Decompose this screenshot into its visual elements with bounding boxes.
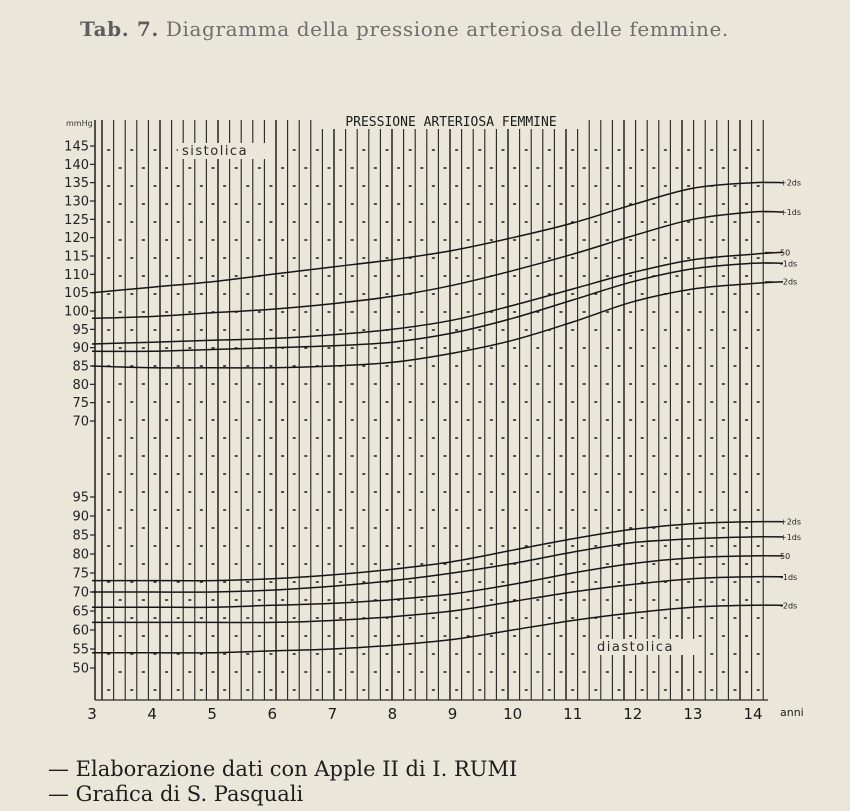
diastolic-y-tick-label: 50 bbox=[72, 661, 89, 677]
systolic-y-tick-label: 100 bbox=[64, 304, 89, 320]
systolic-y-tick-label: 125 bbox=[64, 212, 89, 228]
diastolic-y-tick-label: 60 bbox=[72, 623, 89, 639]
systolic-y-tick-label: 85 bbox=[72, 359, 89, 375]
diastolic-curve-0 bbox=[92, 522, 783, 581]
x-tick-label: 13 bbox=[683, 705, 703, 723]
y-axis-unit-label: mmHg bbox=[66, 119, 93, 128]
systolic-curve-3 bbox=[92, 263, 783, 352]
diastolic-y-tick-label: 70 bbox=[72, 585, 89, 601]
systolic-y-tick-label: 115 bbox=[64, 249, 89, 265]
diastolic-y-tick-label: 95 bbox=[72, 490, 89, 506]
systolic-series-label: -2ds bbox=[780, 277, 798, 287]
x-tick-label: 8 bbox=[387, 705, 398, 723]
diastolic-series-label: 50 bbox=[780, 551, 791, 561]
systolic-curve-4 bbox=[92, 282, 783, 368]
x-tick-label: 3 bbox=[87, 705, 97, 723]
x-tick-label: 11 bbox=[563, 705, 583, 723]
systolic-y-tick-label: 80 bbox=[72, 377, 89, 393]
x-tick-label: 5 bbox=[207, 705, 217, 723]
systolic-y-tick-label: 145 bbox=[64, 139, 89, 155]
diastolic-y-tick-label: 90 bbox=[72, 509, 89, 525]
systolic-y-tick-label: 110 bbox=[64, 267, 89, 283]
systolic-curve-0 bbox=[92, 182, 783, 292]
diastolic-y-tick-label: 65 bbox=[72, 604, 89, 620]
diastolic-y-tick-label: 80 bbox=[72, 547, 89, 563]
systolic-y-tick-label: 70 bbox=[72, 414, 89, 430]
systolic-y-tick-label: 95 bbox=[72, 322, 89, 338]
x-tick-label: 7 bbox=[327, 705, 338, 723]
x-tick-label: 9 bbox=[447, 705, 458, 723]
x-tick-label: 6 bbox=[267, 705, 278, 723]
x-axis-label: anni bbox=[780, 706, 804, 719]
credit-line-graphics: — Grafica di S. Pasquali bbox=[48, 782, 304, 806]
diastolic-series-label: -1ds bbox=[780, 572, 798, 582]
systolic-panel-label: sistolica bbox=[182, 144, 249, 159]
diastolic-series-label: +2ds bbox=[780, 517, 802, 527]
systolic-y-tick-label: 120 bbox=[64, 231, 89, 247]
x-tick-label: 14 bbox=[743, 705, 763, 723]
systolic-y-tick-label: 130 bbox=[64, 194, 89, 210]
systolic-curve-2 bbox=[92, 252, 783, 344]
caption-table-number: Tab. 7. bbox=[80, 17, 159, 41]
systolic-y-tick-label: 105 bbox=[64, 286, 89, 302]
systolic-series-label: +2ds bbox=[780, 178, 802, 188]
systolic-y-tick-label: 75 bbox=[72, 396, 89, 412]
systolic-y-tick-label: 90 bbox=[72, 341, 89, 357]
credit-line-data: — Elaborazione dati con Apple II di I. RUMI bbox=[48, 757, 518, 781]
diastolic-curve-3 bbox=[92, 577, 783, 623]
x-tick-label: 10 bbox=[503, 705, 523, 723]
x-tick-label: 4 bbox=[147, 705, 157, 723]
diastolic-series-label: -2ds bbox=[780, 601, 798, 611]
systolic-y-tick-label: 140 bbox=[64, 157, 89, 173]
diastolic-y-tick-label: 85 bbox=[72, 528, 89, 544]
caption-text: Diagramma della pressione arteriosa delle femmine. bbox=[165, 17, 729, 41]
diastolic-panel-label: diastolica bbox=[597, 640, 674, 655]
systolic-curve-1 bbox=[92, 211, 783, 318]
x-tick-label: 12 bbox=[623, 705, 643, 723]
diastolic-y-tick-label: 75 bbox=[72, 566, 89, 582]
systolic-series-label: -1ds bbox=[780, 259, 798, 269]
grid-dots bbox=[108, 150, 759, 690]
diastolic-y-tick-label: 55 bbox=[72, 642, 89, 658]
credits bbox=[48, 757, 517, 807]
systolic-y-tick-label: 135 bbox=[64, 176, 89, 192]
diastolic-series-label: +1ds bbox=[780, 532, 802, 542]
systolic-series-label: 50 bbox=[780, 248, 791, 258]
systolic-series-label: +1ds bbox=[780, 208, 802, 217]
chart-title: PRESSIONE ARTERIOSA FEMMINE bbox=[345, 115, 557, 130]
